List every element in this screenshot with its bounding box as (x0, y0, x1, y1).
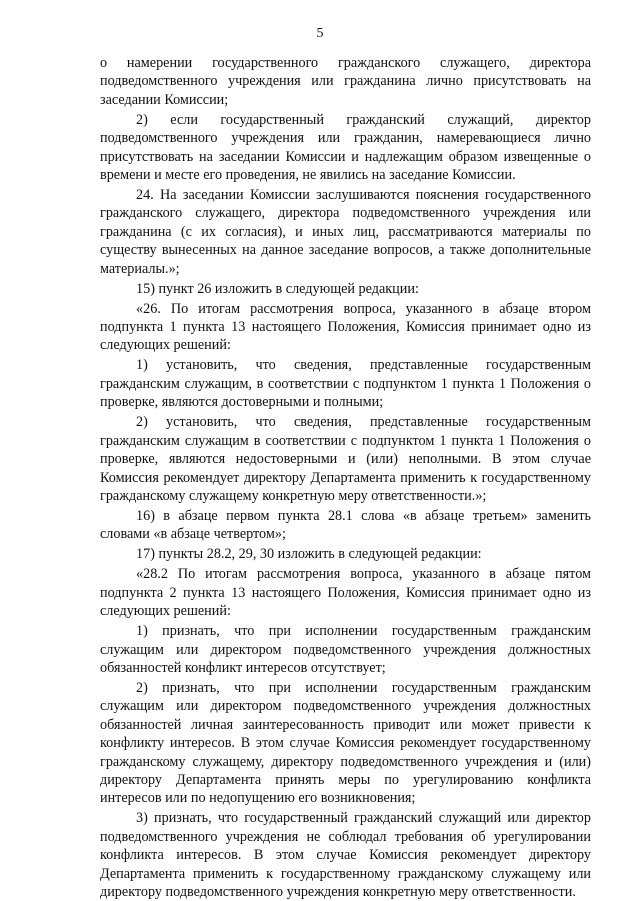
paragraph: 3) признать, что государственный гражданский служащий или директор подведомственного учреждения не соблюдал требования об урегулировании конфликта интересов. В этом случае Комиссия рекомендует директору Департамента применить к государственному гражданскому служащему или директору подведомственного учреждения конкретную меру ответственности. (100, 810, 591, 900)
paragraph: «28.2 По итогам рассмотрения вопроса, указанного в абзаце пятом подпункта 2 пункта 13 настоящего Положения, Комиссия принимает одно из следующих решений: (100, 566, 591, 620)
paragraph: 17) пункты 28.2, 29, 30 изложить в следующей редакции: (136, 546, 482, 563)
page-number: 5 (316, 26, 324, 41)
paragraph: 1) установить, что сведения, представленные государственным гражданским служащим, в соответствии с подпунктом 1 пункта 1 Положения о проверке, являются достоверными и полными; (100, 357, 591, 411)
paragraph: 2) признать, что при исполнении государственным гражданским служащим или директором подведомственного учреждения должностных обязанностей личная заинтересованность приводит или может привести к конфликту интересов. В этом случае Комиссия рекомендует государственному гражданскому служащему, директору подведомственного учреждения и (или) директору Департамента принять меры по урегулированию конфликта интересов или по недопущению его возникновения; (100, 679, 591, 807)
document-body (100, 54, 591, 901)
paragraph: 15) пункт 26 изложить в следующей редакции: (136, 280, 419, 297)
paragraph: 24. На заседании Комиссии заслушиваются пояснения государственного гражданского служащего, директора подведомственного учреждения или гражданина (с их согласия), и иных лиц, рассматриваются материалы по существу вынесенных на данное заседание вопросов, а также дополнительные материалы.»; (100, 187, 591, 277)
paragraph: 1) признать, что при исполнении государственным гражданским служащим или директором подведомственного учреждения должностных обязанностей конфликт интересов отсутствует; (100, 623, 591, 676)
paragraph: 2) если государственный гражданский служащий, директор подведомственного учреждения или гражданин, намеревающиеся лично присутствовать на заседании Комиссии и надлежащим образом извещенные о времени и месте его проведения, не явились на заседание Комиссии. (100, 111, 591, 184)
paragraph: о намерении государственного гражданского служащего, директора подведомственного учреждения или гражданина лично присутствовать на заседании Комиссии; (100, 55, 591, 108)
paragraph: 16) в абзаце первом пункта 28.1 слова «в абзаце третьем» заменить словами «в абзаце четвертом»; (100, 507, 591, 543)
paragraph: «26. По итогам рассмотрения вопроса, указанного в абзаце втором подпункта 1 пункта 13 настоящего Положения, Комиссия принимает одно из следующих решений: (100, 300, 591, 354)
paragraph: 2) установить, что сведения, представленные государственным гражданским служащим в соответствии с подпунктом 1 пункта 1 Положения о проверке, являются недостоверными и (или) неполными. В этом случае Комиссия рекомендует директору Департамента применить к государственному гражданскому служащему конкретную меру ответственности.»; (100, 414, 591, 504)
